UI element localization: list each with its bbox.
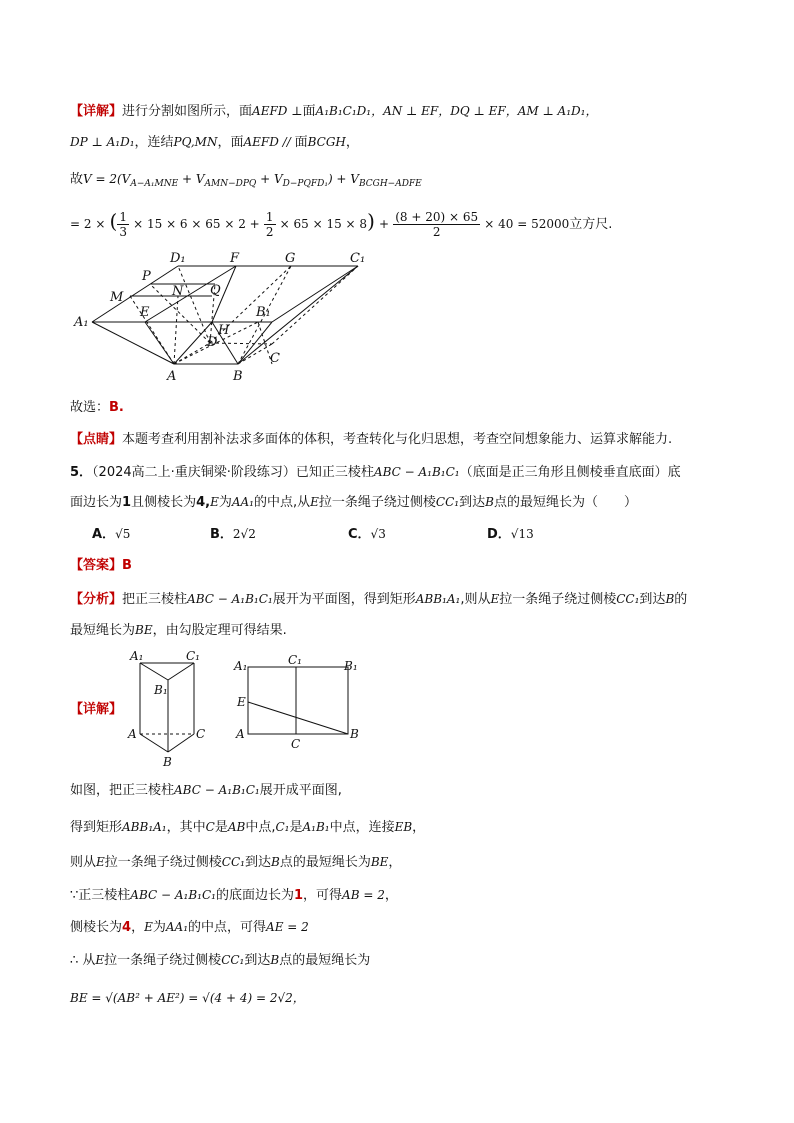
edge-a1-a — [92, 322, 174, 364]
analysis-line-2: 最短绳长为BE，由勾股定理可得结果. — [70, 623, 287, 638]
polyhedron-figure — [70, 246, 380, 386]
dash-a-d — [174, 343, 210, 364]
comment-tag: 【点睛】 — [70, 432, 123, 447]
question5-line-1: 5．（2024高二上·重庆铜梁·阶段练习）已知正三棱柱ABC − A₁B₁C₁（底面是正三角形且侧棱垂直底面）底 — [70, 465, 681, 480]
fraction-trapezoid: $\frac{(8 + 20) \times 65}{2}$ — [395, 210, 479, 239]
step-6: ∴ 从E拉一条绳子绕过侧棱CC₁到达B点的最短绳长为 — [70, 953, 371, 968]
detail-tag: 【详解】 — [70, 104, 123, 119]
label-h: H — [218, 323, 230, 338]
prism-label-a: A — [128, 727, 137, 741]
unfolded-rectangle-figure — [232, 652, 372, 752]
dash-a-m — [130, 296, 174, 364]
volume-calculation: = 2 × ( $\frac{1}{3}$ × 15 × 6 × 65 × 2 + $\frac{1}{2}$ × 65 × 15 × 8) + $\frac{(8 + 20) \times 65}{2}$ × 40 = 52000立方尺. — [70, 209, 613, 239]
label-c: C — [270, 351, 280, 366]
detail2-line — [70, 700, 122, 720]
option-a[interactable]: A．√5 — [92, 527, 131, 542]
option-b[interactable]: B．2√2 — [210, 527, 256, 542]
label-n: N — [172, 284, 184, 299]
answer-tag: 【答案】 — [70, 558, 123, 573]
label-e: E — [140, 305, 150, 320]
label-b1: B₁ — [256, 305, 271, 320]
prism-figure — [124, 648, 216, 768]
rect-label-a1: A₁ — [234, 659, 248, 673]
rect-label-e: E — [237, 695, 246, 709]
question5-line-2: 面边长为1且侧棱长为4,E为AA₁的中点,从E拉一条绳子绕过侧棱CC₁到达B点的最短绳长为（ ） — [70, 495, 637, 510]
label-p: P — [142, 269, 151, 284]
edge-e-f — [145, 266, 236, 322]
edge-b-b1 — [238, 322, 272, 364]
step-1: 如图，把正三棱柱ABC − A₁B₁C₁展开成平面图, — [70, 783, 342, 798]
label-q: Q — [210, 283, 221, 298]
label-d1: D₁ — [170, 251, 186, 266]
rect-label-a: A — [236, 727, 245, 741]
prism-label-c1: C₁ — [186, 649, 200, 663]
rect-label-b: B — [350, 727, 359, 741]
prism-label-b: B — [163, 755, 172, 768]
question-number: 5． — [70, 465, 93, 480]
label-a1: A₁ — [74, 315, 89, 330]
step-3: 则从E拉一条绳子绕过侧棱CC₁到达B点的最短绳长为BE， — [70, 855, 402, 870]
dash-d-d1 — [178, 266, 210, 343]
detail-line-2: DP ⊥ A₁D₁，连结PQ,MN，面AEFD // 面BCGH， — [70, 135, 359, 150]
label-d: D — [207, 335, 218, 350]
step-4: ∵正三棱柱ABC − A₁B₁C₁的底面边长为1，可得AB = 2， — [70, 888, 398, 903]
answer-line: 【答案】B — [70, 558, 132, 573]
prism-label-b1: B₁ — [154, 683, 168, 697]
label-b: B — [233, 369, 243, 384]
option-d[interactable]: D．√13 — [487, 527, 534, 542]
volume-formula: 故$V = 2(V_{A-A_1MNE} + V_{AMN-DPQ} + V_{D-PQFD_1}) + V_{BCGH-ADFE}$ — [70, 172, 422, 189]
detail2-tag: 【详解】 — [70, 702, 123, 717]
edge-a1-d1 — [92, 266, 178, 322]
option-c[interactable]: C．√3 — [348, 527, 386, 542]
analysis-line-1: 【分析】把正三棱柱ABC − A₁B₁C₁展开为平面图，得到矩形ABB₁A₁,则从E拉一条绳子绕过侧棱CC₁到达B的 — [70, 592, 688, 607]
label-c1: C₁ — [350, 251, 366, 266]
rect-label-c: C — [291, 737, 301, 751]
step-5: 侧棱长为4，E为AA₁的中点，可得AE = 2 — [70, 920, 309, 935]
fraction-one-half: $\frac{1}{2}$ — [265, 210, 274, 239]
prism-label-a1: A₁ — [130, 649, 144, 663]
rect-label-b1: B₁ — [344, 659, 358, 673]
label-f: F — [230, 251, 240, 266]
edge-b1-c1 — [272, 266, 358, 322]
rect-label-c1: C₁ — [288, 653, 302, 667]
label-a: A — [167, 369, 177, 384]
dash-b-c — [238, 344, 272, 364]
analysis-tag: 【分析】 — [70, 592, 123, 607]
dash-a-n — [174, 296, 178, 364]
label-m: M — [110, 290, 124, 305]
label-g: G — [285, 251, 296, 266]
fraction-one-third: $\frac{1}{3}$ — [119, 210, 127, 239]
step-2: 得到矩形ABB₁A₁，其中C是AB中点,C₁是A₁B₁中点，连接EB， — [70, 820, 426, 835]
step-7: BE = √(AB² + AE²) = √(4 + 4) = 2√2， — [70, 991, 305, 1005]
prism-label-c: C — [196, 727, 206, 741]
answer-choice: 故选：B. — [70, 400, 124, 415]
comment-line: 【点睛】本题考查利用割补法求多面体的体积，考查转化与化归思想，考查空间想象能力、运算求解能力. — [70, 432, 673, 447]
detail-line-1: 【详解】进行分割如图所示，面AEFD ⊥面A₁B₁C₁D₁，AN ⊥ EF，DQ ⊥ EF，AM ⊥ A₁D₁， — [70, 104, 598, 119]
